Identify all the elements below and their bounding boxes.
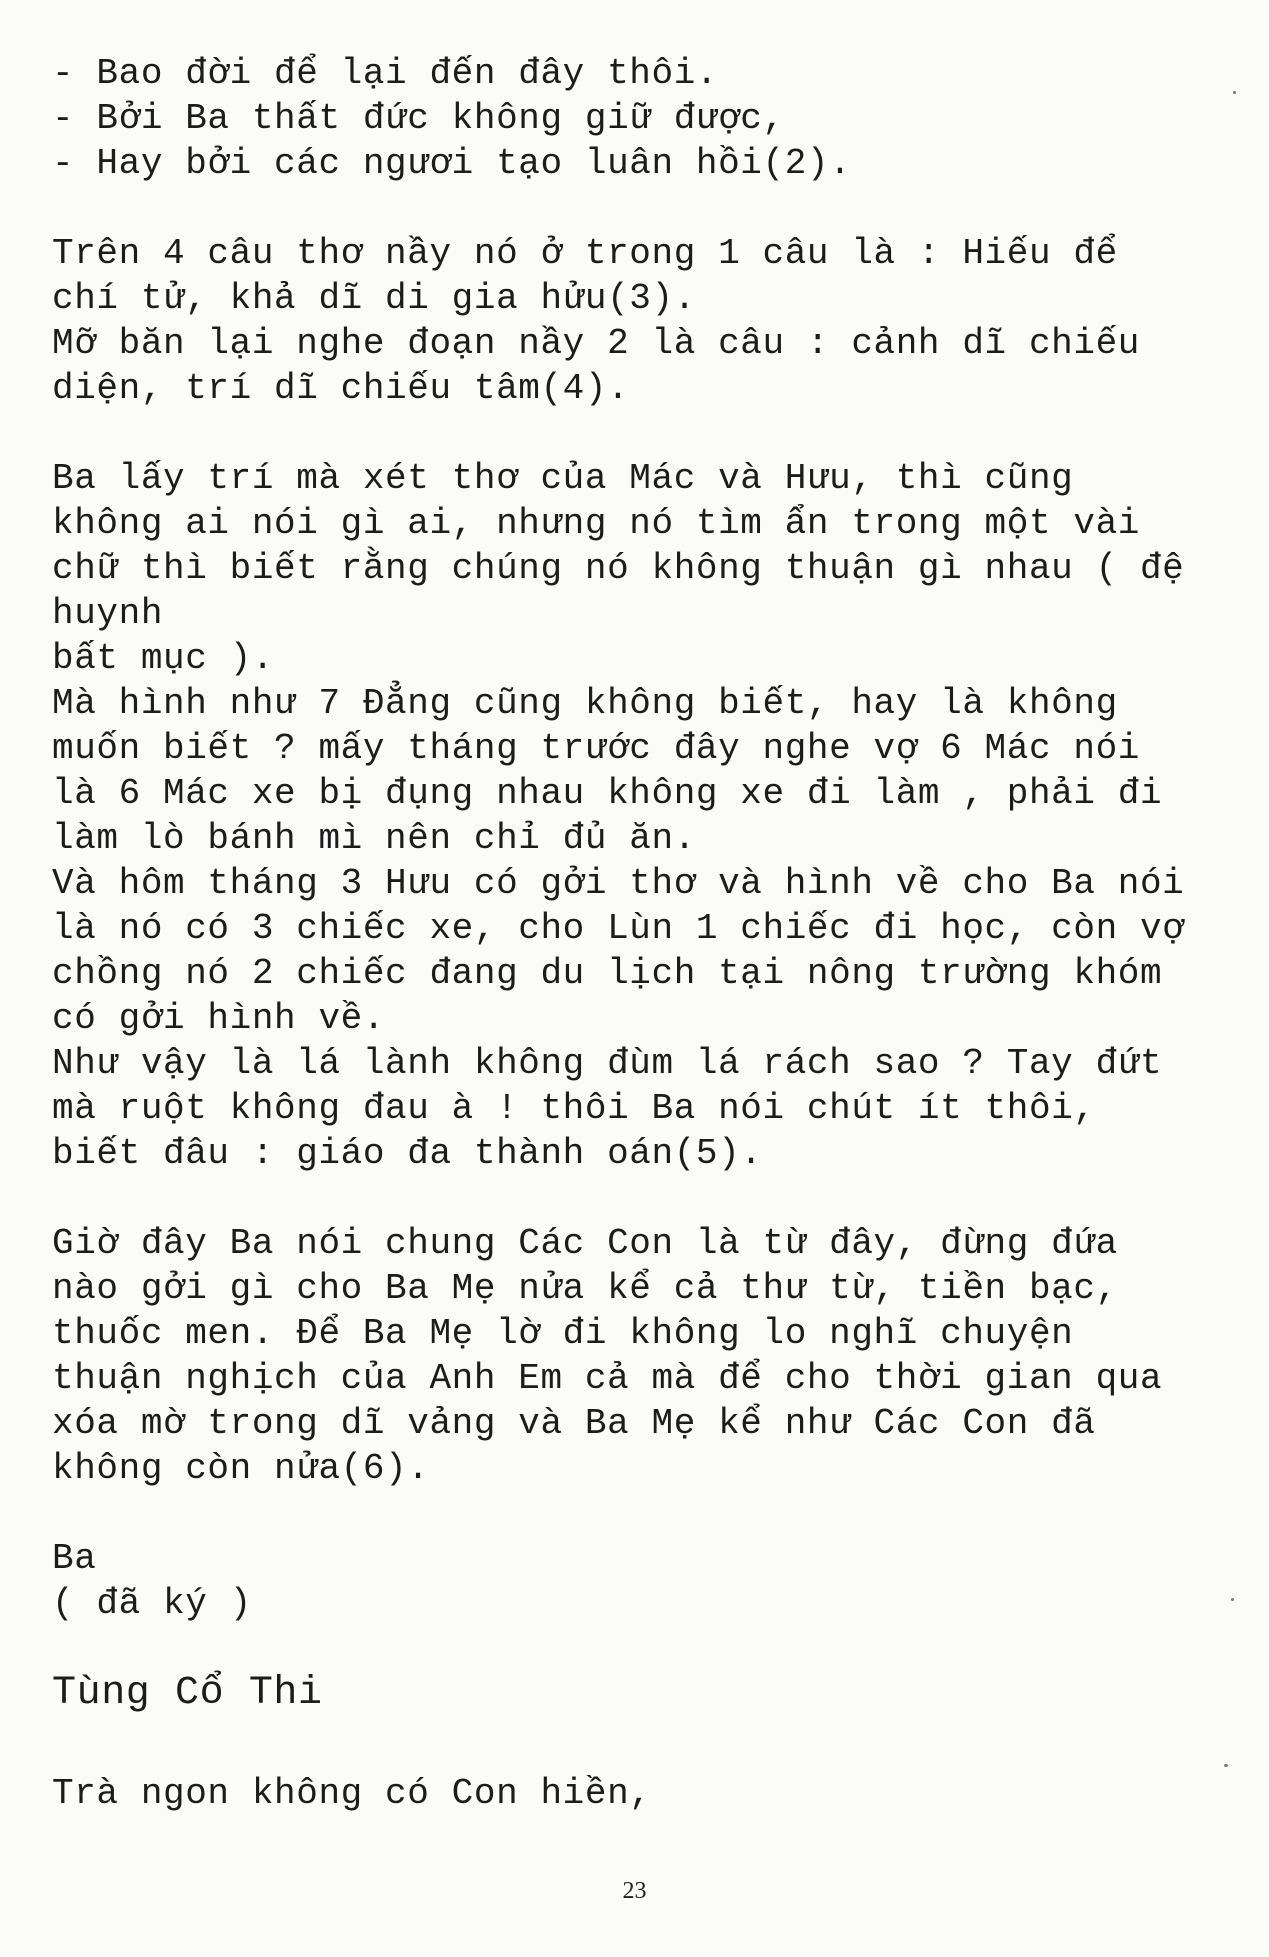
- text-line: thuốc men. Để Ba Mẹ lờ đi không lo nghĩ chuyện: [52, 1313, 1074, 1354]
- text-line: chồng nó 2 chiếc đang du lịch tại nông trường khóm: [52, 953, 1163, 994]
- scan-speck: [1233, 91, 1236, 94]
- scan-speck: [1231, 1598, 1234, 1601]
- text-line: thuận nghịch của Anh Em cả mà để cho thời gian qua: [52, 1358, 1163, 1399]
- text-line: là 6 Mác xe bị đụng nhau không xe đi làm , phải đi: [52, 773, 1163, 814]
- text-line: không còn nửa(6).: [52, 1448, 430, 1489]
- text-line: chí tử, khả dĩ di gia hửu(3).: [52, 278, 696, 319]
- text-line: - Hay bởi các ngươi tạo luân hồi(2).: [52, 143, 852, 184]
- text-line: Như vậy là lá lành không đùm lá rách sao ? Tay đứt: [52, 1043, 1163, 1084]
- text-line: Trên 4 câu thơ nầy nó ở trong 1 câu là : Hiếu để: [52, 233, 1118, 274]
- text-line: Mà hình như 7 Đẳng cũng không biết, hay là không: [52, 683, 1118, 724]
- text-line: là nó có 3 chiếc xe, cho Lùn 1 chiếc đi học, còn vợ: [52, 908, 1185, 949]
- text-line: Tùng Cổ Thi: [52, 1671, 323, 1716]
- text-line: Ba: [52, 1538, 97, 1579]
- text-line: nào gởi gì cho Ba Mẹ nửa kể cả thư từ, tiền bạc,: [52, 1268, 1118, 1309]
- page-number: 23: [622, 1878, 647, 1904]
- text-line: xóa mờ trong dĩ vảng và Ba Mẹ kể như Các Con đã: [52, 1403, 1096, 1444]
- text-line: ( đã ký ): [52, 1583, 252, 1624]
- text-line: chữ thì biết rằng chúng nó không thuận gì nhau ( đệ: [52, 548, 1185, 589]
- text-line: - Bao đời để lại đến đây thôi.: [52, 53, 719, 94]
- text-line: Giờ đây Ba nói chung Các Con là từ đây, đừng đứa: [52, 1223, 1118, 1264]
- text-line: - Bởi Ba thất đức không giữ được,: [52, 98, 785, 139]
- scan-speck: [1224, 1764, 1228, 1767]
- text-line: Ba lấy trí mà xét thơ của Mác và Hưu, thì cũng: [52, 458, 1074, 499]
- text-line: có gởi hình về.: [52, 998, 386, 1039]
- text-line: không ai nói gì ai, nhưng nó tìm ẩn trong một vài: [52, 503, 1140, 544]
- text-line: Trà ngon không có Con hiền,: [52, 1773, 652, 1814]
- text-line: biết đâu : giáo đa thành oán(5).: [52, 1133, 763, 1174]
- text-line: huynh: [52, 593, 164, 634]
- text-line: Và hôm tháng 3 Hưu có gởi thơ và hình về cho Ba nói: [52, 863, 1185, 904]
- text-line: bất mục ).: [52, 638, 275, 679]
- text-line: làm lò bánh mì nên chỉ đủ ăn.: [52, 818, 696, 859]
- text-line: Mỡ băn lại nghe đoạn nầy 2 là câu : cảnh dĩ chiếu: [52, 323, 1140, 364]
- text-line: mà ruột không đau à ! thôi Ba nói chút ít thôi,: [52, 1088, 1096, 1129]
- text-line: diện, trí dĩ chiếu tâm(4).: [52, 368, 630, 409]
- text-line: muốn biết ? mấy tháng trước đây nghe vợ 6 Mác nói: [52, 728, 1140, 769]
